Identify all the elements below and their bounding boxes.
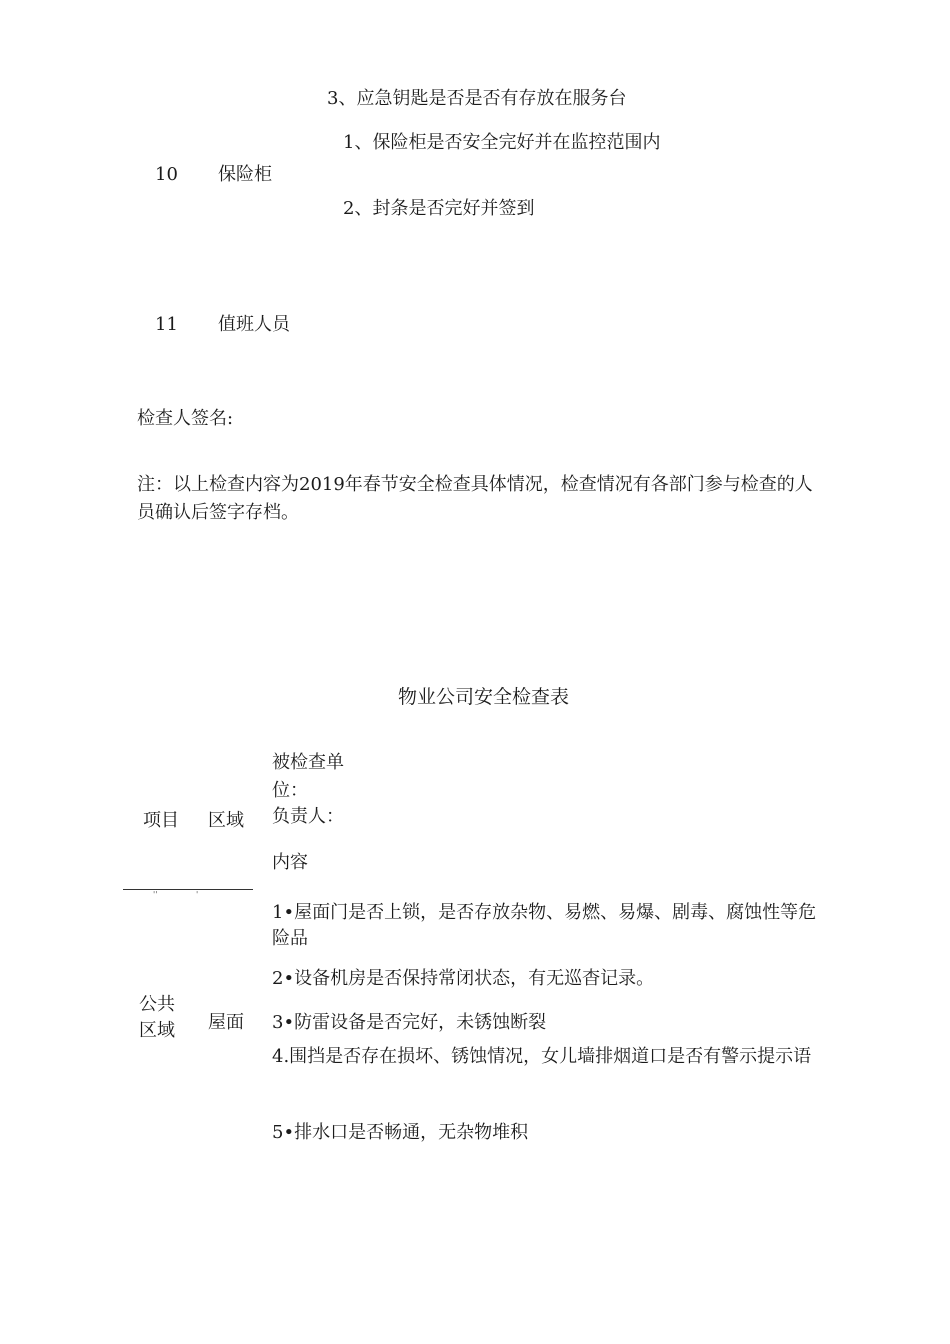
divider-mark-2: '	[196, 890, 199, 899]
check-item-3: 3、应急钥匙是否是否有存放在服务台	[327, 88, 627, 109]
row11-number: 11	[155, 314, 178, 335]
header-area: 区域	[208, 810, 244, 831]
row10-name: 保险柜	[218, 164, 272, 185]
header-content: 内容	[272, 852, 308, 873]
row10-number: 10	[155, 164, 178, 185]
roof-item-4: 4.围挡是否存在损坏、锈蚀情况，女儿墙排烟道口是否有警示提示语	[272, 1046, 812, 1067]
project-public-line-1: 公共	[139, 994, 175, 1015]
area-roof: 屋面	[208, 1012, 244, 1033]
project-public-line-2: 区域	[139, 1020, 175, 1041]
roof-item-1-cont: 险品	[272, 928, 308, 949]
roof-item-5: 5•排水口是否畅通，无杂物堆积	[272, 1122, 529, 1143]
note-line-2: 员确认后签字存档。	[137, 502, 299, 523]
unit-label-line-2: 位：	[272, 780, 308, 801]
header-project: 项目	[143, 810, 179, 831]
row11-name: 值班人员	[218, 314, 290, 335]
table-title: 物业公司安全检查表	[398, 686, 570, 708]
inspector-signature-label: 检查人签名:	[137, 408, 234, 429]
roof-item-1: 1•屋面门是否上锁，是否存放杂物、易燃、易爆、剧毒、腐蚀性等危	[272, 902, 817, 923]
note-line-1: 注：以上检查内容为2019年春节安全检查具体情况，检查情况有各部门参与检查的人	[137, 474, 813, 495]
unit-label-line-1: 被检查单	[272, 752, 344, 773]
roof-item-2: 2•设备机房是否保持常闭状态，有无巡杳记录。	[272, 968, 655, 989]
row10-check-2: 2、封条是否完好并签到	[343, 198, 535, 219]
divider-mark-1: ''	[153, 890, 158, 899]
roof-item-3: 3•防雷设备是否完好，未锈蚀断裂	[272, 1012, 547, 1033]
leader-label: 负责人：	[272, 806, 344, 827]
row10-check-1: 1、保险柜是否安全完好并在监控范围内	[343, 132, 661, 153]
table-divider-line	[123, 889, 253, 890]
